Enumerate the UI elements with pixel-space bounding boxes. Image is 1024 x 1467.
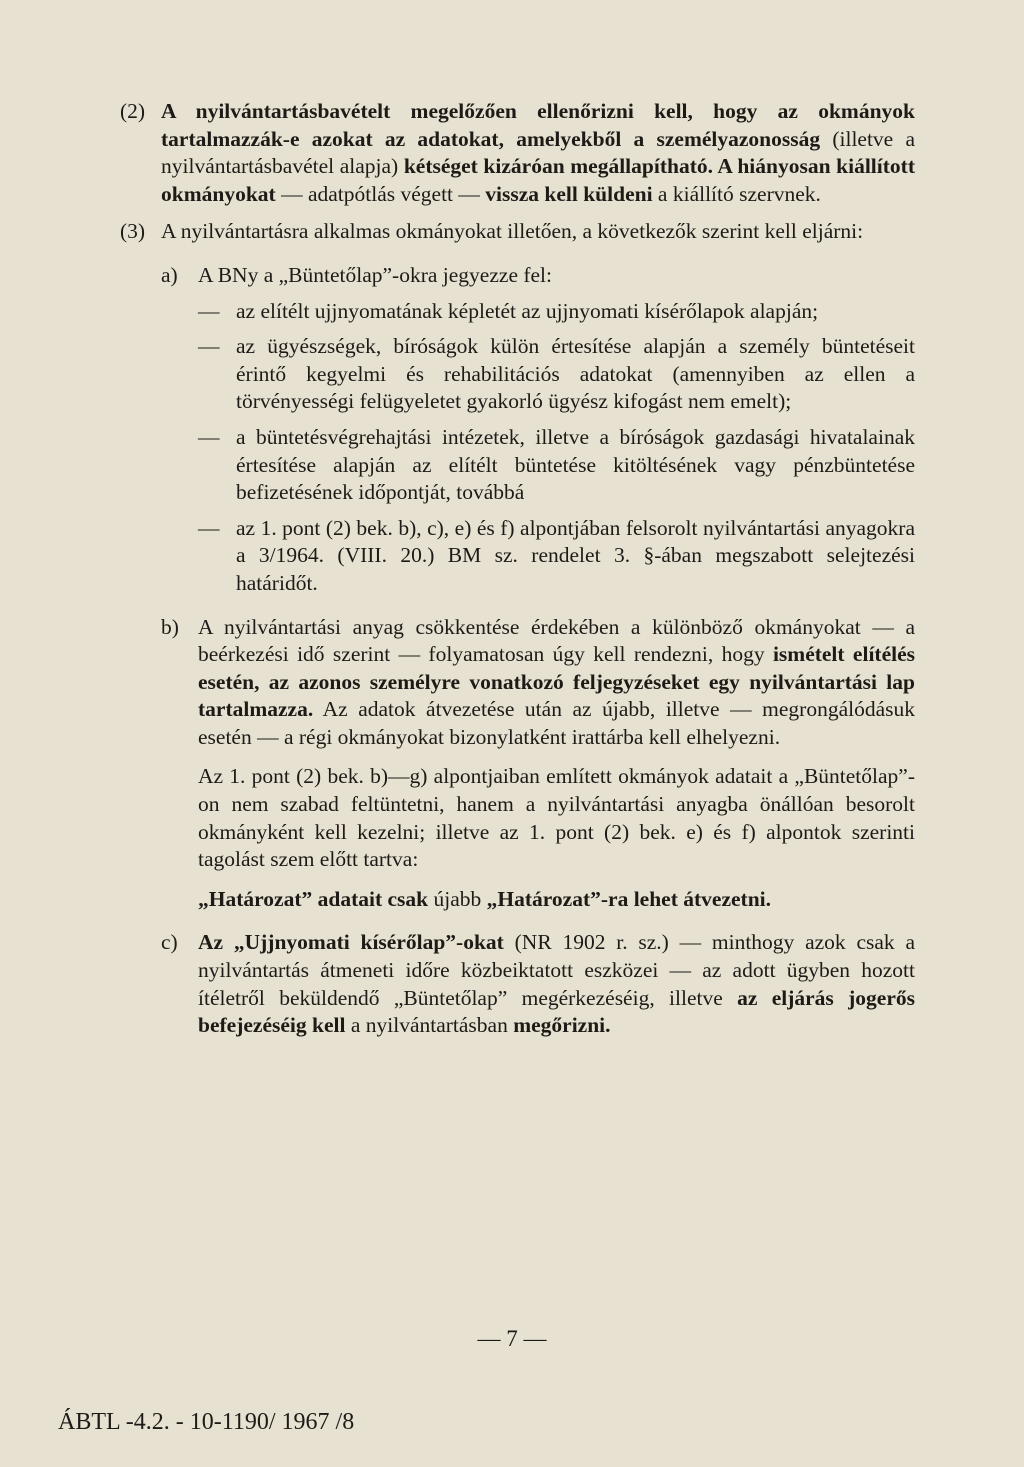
item-c bbox=[161, 929, 915, 1039]
paragraph-3 bbox=[120, 218, 915, 246]
paragraph-number: (2) bbox=[120, 99, 146, 123]
paragraph-2 bbox=[120, 98, 915, 208]
item-text: „Határozat” adatait csak újabb „Határozat”-ra lehet átvezetni. bbox=[198, 886, 772, 911]
paragraph-text: A nyilvántartásra alkalmas okmányokat illetően, a következők szerint kell eljárni: bbox=[161, 219, 864, 244]
item-label: a) bbox=[161, 262, 178, 287]
dash-item: — az ügyészségek, bíróságok külön értesítése alapján a személy büntetéseit érintő kegyelmi és rehabilitációs adatokat (amennyiben az ellen a törvényességi felügyeletet gyakorló ügyész kifogást nem emelt); bbox=[198, 334, 915, 414]
item-text: Az 1. pont (2) bek. b)—g) alpontjaiban említett okmányok adatait a „Büntetőlap”-on nem szabad feltüntetni, hanem a nyilvántartási anyagba önállóan besorolt okmányként kell kezelni; illetve az 1. pont (2) bek. e) és f) alpontok szerinti tagolást szem előtt tartva: bbox=[198, 764, 915, 872]
item-text: Az „Ujjnyomati kísérőlap”-okat (NR 1902 r. sz.) — minthogy azok csak a nyilvántartás átmeneti időre közbeiktatott eszközei — az adott ügyben hozott ítéletről beküldendő „Büntetőlap” megérkezéséig, illetve az eljárás jogerős befejezéséig kell a nyilvántartásban megőrizni. bbox=[198, 930, 915, 1038]
paragraph-number: (3) bbox=[120, 219, 146, 244]
item-a bbox=[161, 262, 915, 598]
archive-reference: ÁBTL -4.2. - 10-1190/ 1967 /8 bbox=[58, 1409, 355, 1435]
page-number: — 7 — bbox=[477, 1326, 547, 1351]
item-intro: A BNy a „Büntetőlap”-okra jegyezze fel: bbox=[198, 262, 553, 287]
item-b bbox=[161, 614, 915, 914]
item-text: A nyilvántartási anyag csökkentése érdekében a különböző okmányokat — a beérkezési idő szerint — folyamatosan úgy kell rendezni, hogy ismételt elítélés esetén, az azonos személyre vonatkozó feljegyzéseket egy nyilvántartási lap tartalmazza. Az adatok átvezetése után az újabb, illetve — megrongálódásuk esetén — a régi okmányokat bizonylatként irattárba kell elhelyezni. bbox=[198, 614, 915, 749]
dash-item: — az 1. pont (2) bek. b), c), e) és f) alpontjában felsorolt nyilvántartási anyagokra a 3/1964. (VIII. 20.) BM sz. rendelet 3. §-ában megszabott selejtezési határidőt. bbox=[198, 515, 915, 595]
dash-item: — a büntetésvégrehajtási intézetek, illetve a bíróságok gazdasági hivatalainak értesítése alapján az elítélt büntetése kitöltésének vagy pénzbüntetése befizetésének időpontját, továbbá bbox=[198, 424, 915, 505]
paragraph-text: A nyilvántartásbavételt megelőzően ellenőrizni kell, hogy az okmányok tartalmazzák-e azokat az adatokat, amelyekből a személyazonosság (illetve a nyilvántartásbavétel alapja) kétséget kizáróan megállapítható. A hiányosan kiállított okmányokat — adatpótlás végett — vissza kell küldeni a kiállító szervnek. bbox=[161, 99, 915, 206]
item-label: c) bbox=[161, 930, 178, 955]
dash-item: — az elítélt ujjnyomatának képletét az ujjnyomati kísérőlapok alapján; bbox=[198, 298, 819, 323]
page-body bbox=[120, 98, 915, 1040]
item-label: b) bbox=[161, 614, 179, 639]
